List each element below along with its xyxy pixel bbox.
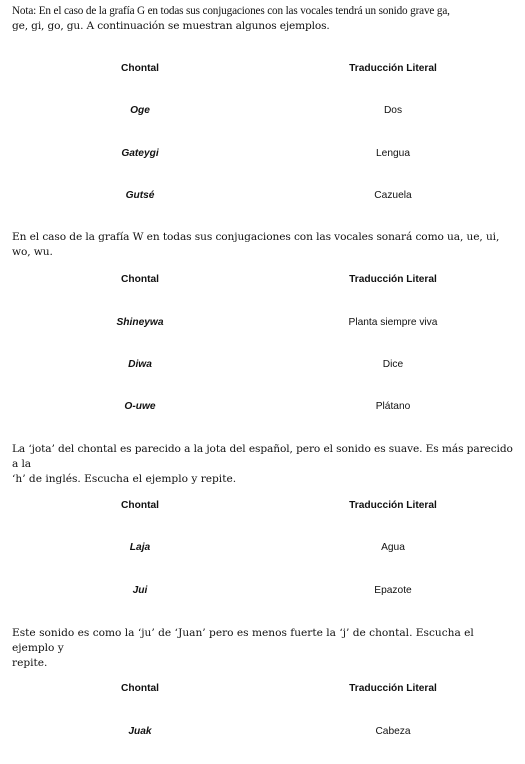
- header-traduccion: Traducción Literal: [349, 63, 437, 74]
- header-chontal: Chontal: [121, 683, 159, 694]
- chontal-word: Gateygi: [121, 148, 159, 159]
- translation: Dice: [382, 359, 404, 370]
- paragraph-w-note: [12, 230, 517, 260]
- header-traduccion: Traducción Literal: [349, 683, 437, 694]
- header-traduccion: Traducción Literal: [349, 500, 437, 511]
- paragraph-line: Nota: En el caso de la grafía G en todas sus conjugaciones con las vocales tendrá un sonido grave ga,: [12, 5, 450, 17]
- chontal-word: Oge: [130, 105, 150, 116]
- header-chontal: Chontal: [121, 63, 159, 74]
- paragraph-g-note: [12, 4, 517, 34]
- chontal-word: O-uwe: [124, 401, 156, 412]
- translation: Planta siempre viva: [348, 317, 438, 328]
- header-traduccion: Traducción Literal: [349, 274, 437, 285]
- translation: Cazuela: [374, 190, 412, 201]
- translation: Cabeza: [375, 726, 411, 737]
- translation: Epazote: [374, 585, 412, 596]
- paragraph-line: ge, gi, go, gu. A continuación se muestran algunos ejemplos.: [12, 20, 330, 32]
- chontal-word: Jui: [132, 585, 148, 596]
- chontal-word: Shineywa: [116, 317, 164, 328]
- paragraph-line: repite.: [12, 657, 48, 669]
- paragraph-line: ‘h’ de inglés. Escucha el ejemplo y repite.: [12, 473, 237, 485]
- paragraph-ju-note: [12, 626, 517, 671]
- translation: Plátano: [375, 401, 411, 412]
- chontal-word: Laja: [129, 542, 151, 553]
- chontal-word: Gutsé: [125, 190, 155, 201]
- translation: Dos: [383, 105, 403, 116]
- chontal-word: Juak: [128, 726, 152, 737]
- paragraph-jota-note: [12, 442, 517, 487]
- translation: Lengua: [376, 148, 410, 159]
- translation: Agua: [381, 542, 405, 553]
- paragraph-line: Este sonido es como la ‘ju’ de ‘Juan’ pero es menos fuerte la ‘j’ de chontal. Escucha el ejemplo y: [12, 627, 474, 654]
- header-chontal: Chontal: [121, 500, 159, 511]
- paragraph-line: La ‘jota’ del chontal es parecido a la jota del español, pero el sonido es suave. Es más parecido a la: [12, 443, 513, 470]
- paragraph-line: En el caso de la grafía W en todas sus conjugaciones con las vocales sonará como ua, ue, ui, wo, wu.: [12, 231, 500, 258]
- chontal-word: Diwa: [128, 359, 152, 370]
- header-chontal: Chontal: [121, 274, 159, 285]
